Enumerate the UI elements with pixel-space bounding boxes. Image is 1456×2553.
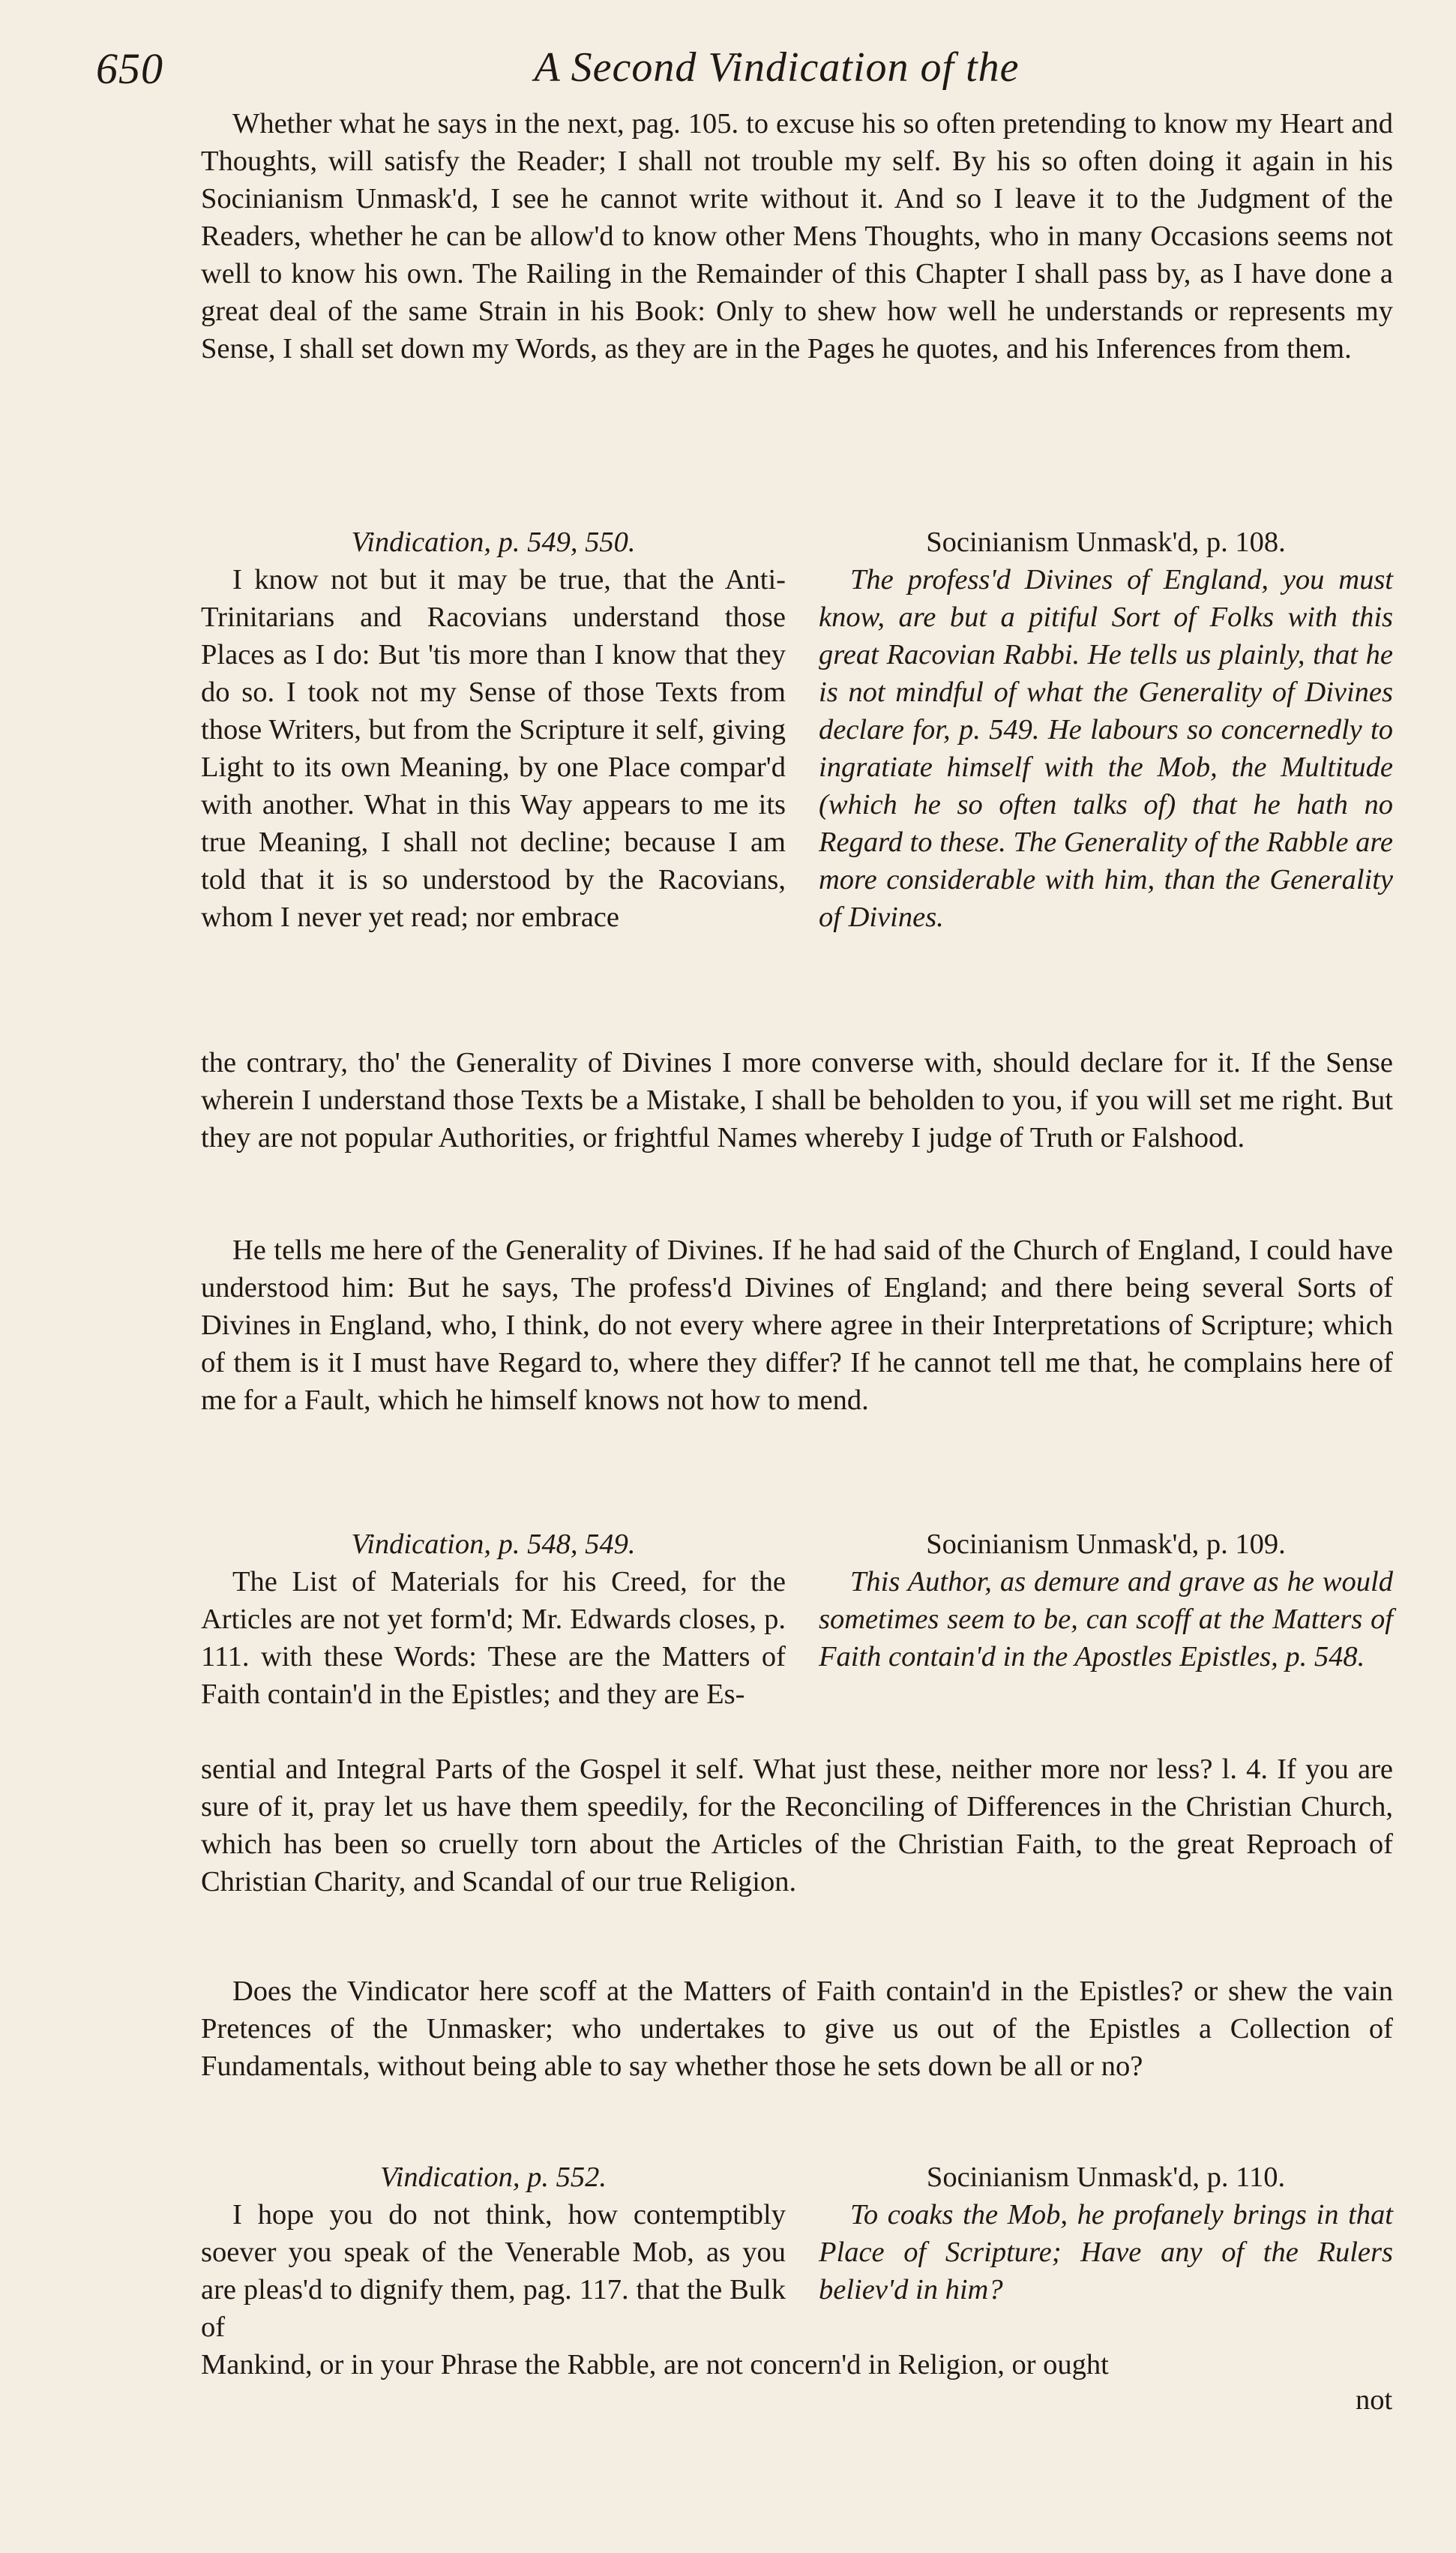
catchword: not	[1356, 2384, 1393, 2416]
section3-continuation: Mankind, or in your Phrase the Rabble, are not concern'd in Religion, or ought	[201, 2349, 1109, 2380]
section2-continuation: sential and Integral Parts of the Gospel it self. What just these, neither more nor less? l. 4. If you are sure of it, pray let us have them speedily, for the Reconciling of Differences in the Christian Church, which has been so cruelly torn about the Articles of the Christian Faith, to the great Reproach of Christian Charity, and Scandal of our true Religion.	[201, 1754, 1393, 1898]
section2-right-text: This Author, as demure and grave as he would sometimes seem to be, can scoff at the Matters of Faith contain'd in the Apostles Epistles, p. 548.	[819, 1566, 1393, 1672]
section1-right-column	[819, 524, 1393, 936]
section2-left-heading: Vindication, p. 548, 549.	[351, 1528, 636, 1560]
running-head: A Second Vindication of the	[534, 44, 1020, 91]
section1-right-heading: Socinianism Unmask'd, p. 108.	[926, 526, 1286, 558]
section1-left-heading: Vindication, p. 549, 550.	[351, 526, 636, 558]
section1-continuation: the contrary, tho' the Generality of Divines I more converse with, should declare for it. If the Sense wherein I understand those Texts be a Mistake, I shall be beholden to you, if you will set me right. But they are not popular Authorities, or frightful Names whereby I judge of Truth or Falshood.	[201, 1047, 1393, 1154]
section3-left-text: I hope you do not think, how contemptibly soever you speak of the Venerable Mob, as you are pleas'd to dignify them, pag. 117. that the Bulk of	[201, 2199, 786, 2343]
page-number: 650	[96, 44, 163, 93]
paragraph-intro: Whether what he says in the next, pag. 105. to excuse his so often pretending to know my Heart and Thoughts, will satisfy the Reader; I shall not trouble my self. By his so often doing it again in his Socinianism Unmask'd, I see he cannot write without it. And so I leave it to the Judgment of the Readers, whether he can be allow'd to know other Mens Thoughts, who in many Occasions seems not well to know his own. The Railing in the Remainder of this Chapter I shall pass by, as I have done a great deal of the same Strain in his Book: Only to shew how well he understands or represents my Sense, I shall set down my Words, as they are in the Pages he quotes, and his Inferences from them.	[201, 108, 1393, 364]
section2-right-column	[819, 1526, 1393, 1676]
section2-left-column	[201, 1526, 786, 1713]
section3-left-heading: Vindication, p. 552.	[380, 2162, 607, 2193]
section3-right-heading: Socinianism Unmask'd, p. 110.	[926, 2162, 1286, 2193]
paragraph-vindicator: Does the Vindicator here scoff at the Matters of Faith contain'd in the Epistles? or shew the vain Pretences of the Unmasker; who undertakes to give us out of the Epistles a Collection of Fundamentals, without being able to say whether those he sets down be all or no?	[201, 1976, 1393, 2082]
section2-right-heading: Socinianism Unmask'd, p. 109.	[926, 1528, 1286, 1560]
section2-left-text: The List of Materials for his Creed, for the Articles are not yet form'd; Mr. Edwards closes, p. 111. with these Words: These are the Matters of Faith contain'd in the Epistles; and they are Es-	[201, 1566, 786, 1710]
section1-right-text: The profess'd Divines of England, you must know, are but a pitiful Sort of Folks with this great Racovian Rabbi. He tells us plainly, that he is not mindful of what the Generality of Divines declare for, p. 549. He labours so concernedly to ingratiate himself with the Mob, the Multitude (which he so often talks of) that he hath no Regard to these. The Generality of the Rabble are more considerable with him, than the Generality of Divines.	[819, 564, 1393, 933]
paragraph-generality: He tells me here of the Generality of Divines. If he had said of the Church of England, I could have understood him: But he says, The profess'd Divines of England; and there being several Sorts of Divines in England, who, I think, do not every where agree in their Interpretations of Scripture; which of them is it I must have Regard to, where they differ? If he cannot tell me that, he complains here of me for a Fault, which he himself knows not how to mend.	[201, 1234, 1393, 1416]
section3-right-text: To coaks the Mob, he profanely brings in that Place of Scripture; Have any of the Rulers believ'd in him?	[819, 2199, 1393, 2306]
section1-left-text: I know not but it may be true, that the Anti-Trinitarians and Racovians understand those Places as I do: But 'tis more than I know that they do so. I took not my Sense of those Texts from those Writers, but from the Scripture it self, giving Light to its own Meaning, by one Place compar'd with another. What in this Way appears to me its true Meaning, I shall not decline; because I am told that it is so understood by the Racovians, whom I never yet read; nor embrace	[201, 564, 786, 933]
section1-left-column	[201, 524, 786, 936]
section3-right-column	[819, 2158, 1393, 2308]
section3-left-column	[201, 2158, 786, 2346]
